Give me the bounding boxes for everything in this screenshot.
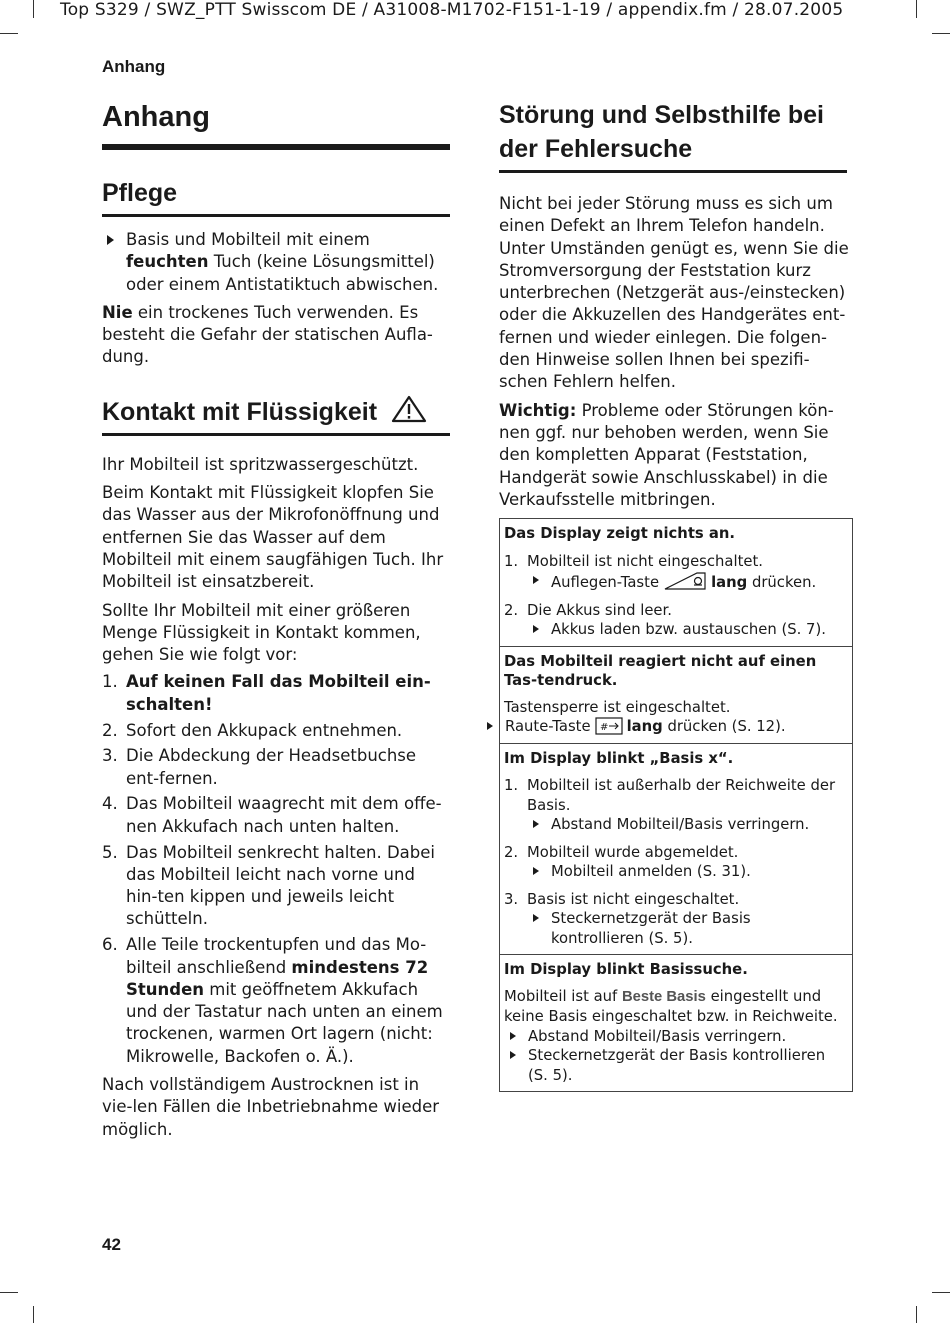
page-number: 42 bbox=[102, 1235, 121, 1254]
problem-title: Im Display blinkt Basissuche. bbox=[504, 961, 748, 979]
crop-mark bbox=[916, 0, 917, 18]
section-kontakt bbox=[102, 395, 450, 1141]
solution-item: Auflegen-Taste lang drücken. bbox=[527, 571, 848, 593]
page-title: Anhang bbox=[102, 98, 450, 150]
right-column bbox=[499, 98, 849, 1092]
cause-text: Mobilteil ist auf Beste Basis eingestellt und keine Basis eingeschaltet bzw. in Reichweite. bbox=[504, 987, 838, 1026]
display-text-beste-basis: Beste Basis bbox=[621, 988, 706, 1005]
heading-kontakt: Kontakt mit Flüssigkeit bbox=[102, 395, 450, 436]
solution-item: Steckernetzgerät der Basis kontrollieren (S. 5). bbox=[527, 909, 848, 948]
kontakt-steps bbox=[102, 671, 450, 1068]
cause-item: 2. Mobilteil wurde abgemeldet. Mobilteil anmelden (S. 31). bbox=[504, 843, 848, 882]
cause-item: 1. Mobilteil ist nicht eingeschaltet. Auflegen-Taste lang drücken. bbox=[504, 552, 848, 593]
problem-title: Das Mobilteil reagiert nicht auf einen Tas-tendruck. bbox=[504, 652, 817, 690]
table-row bbox=[500, 519, 853, 647]
pflege-bullet: Basis und Mobilteil mit einem feuchten Tuch (keine Lösungsmittel) oder einem Antistatiktuch abwischen. bbox=[102, 229, 450, 296]
list-item: 5. Das Mobilteil senkrecht halten. Dabei das Mobilteil leicht nach vorne und hin-ten kippen und jeweils leicht schütteln. bbox=[102, 842, 435, 929]
kontakt-p4: Nach vollständigem Austrocknen ist in vie-len Fällen die Inbetriebnahme wieder möglich. bbox=[102, 1075, 440, 1139]
kontakt-p3: Sollte Ihr Mobilteil mit einer größeren Menge Flüssigkeit in Kontakt kommen, gehen Sie wie folgt vor: bbox=[102, 600, 421, 665]
solution-item: Akkus laden bzw. austauschen (S. 7). bbox=[527, 620, 848, 640]
hash-key-icon bbox=[595, 717, 623, 735]
crop-mark bbox=[932, 1292, 950, 1293]
kontakt-p2: Beim Kontakt mit Flüssigkeit klopfen Sie das Wasser aus der Mikrofonöffnung und entfernen Sie das Wasser auf dem Mobilteil mit einem saugfähigen Tuch. Ihr Mobilteil ist einsatzbereit. bbox=[102, 483, 444, 592]
solution-item: Mobilteil anmelden (S. 31). bbox=[527, 862, 848, 882]
solution-item: Abstand Mobilteil/Basis verringern. bbox=[504, 1027, 848, 1047]
list-item: 4. Das Mobilteil waagrecht mit dem offe-nen Akkufach nach unten halten. bbox=[102, 794, 442, 836]
crop-mark bbox=[932, 33, 950, 34]
cause-text: Tastensperre ist eingeschaltet. bbox=[504, 698, 731, 716]
solution-item: Raute-Taste # lang drücken (S. 12). bbox=[481, 717, 848, 737]
heading-stoerung: Störung und Selbsthilfe bei der Fehlersuche bbox=[499, 98, 847, 173]
heading-pflege: Pflege bbox=[102, 176, 450, 217]
list-item: 3. Die Abdeckung der Headsetbuchse ent-fernen. bbox=[102, 746, 417, 788]
svg-text:#: # bbox=[599, 722, 608, 734]
solution-item: Abstand Mobilteil/Basis verringern. bbox=[527, 815, 848, 835]
kontakt-p1: Ihr Mobilteil ist spritzwassergeschützt. bbox=[102, 454, 419, 474]
stoerung-wichtig: Wichtig: Probleme oder Störungen kön-nen ggf. nur behoben werden, wenn Sie den kompletten Apparat (Feststation, Handgerät sowie Anschlusskabel) in die Verkaufsstelle mitbringen. bbox=[499, 400, 834, 509]
list-item: 1. Auf keinen Fall das Mobilteil ein-schalten! bbox=[102, 672, 431, 714]
section-pflege bbox=[102, 176, 450, 369]
crop-mark bbox=[33, 0, 34, 18]
table-row bbox=[500, 743, 853, 955]
pflege-note: Nie ein trockenes Tuch verwenden. Es besteht die Gefahr der statischen Aufla-dung. bbox=[102, 302, 433, 367]
table-row bbox=[500, 955, 853, 1092]
running-head: Anhang bbox=[102, 57, 166, 76]
troubleshooting-table bbox=[499, 518, 853, 1092]
cause-item: 1. Mobilteil ist außerhalb der Reichweite der Basis. Abstand Mobilteil/Basis verringern. bbox=[504, 776, 848, 835]
left-column bbox=[102, 98, 450, 1141]
list-item: 6. Alle Teile trockentupfen und das Mo-bilteil anschließend mindestens 72 Stunden mit geöffnetem Akkufach und der Tastatur nach unten an einem trockenen, warmen Ort lagern (nicht: Mikrowelle, Backofen o. Ä.). bbox=[102, 935, 443, 1066]
cause-item: 3. Basis ist nicht eingeschaltet. Steckernetzgerät der Basis kontrollieren (S. 5). bbox=[504, 890, 848, 949]
solution-item: Steckernetzgerät der Basis kontrollieren (S. 5). bbox=[504, 1046, 848, 1085]
end-call-key-icon bbox=[663, 571, 707, 591]
crop-mark bbox=[916, 1306, 917, 1323]
table-row bbox=[500, 646, 853, 743]
crop-mark bbox=[0, 33, 18, 34]
stoerung-intro: Nicht bei jeder Störung muss es sich um einen Defekt an Ihrem Telefon handeln. Unter Umständen genügt es, wenn Sie die Stromversorgung der Feststation kurz unterbrechen (Netzgerät aus-/einstecken) oder die Akkuzellen des Handgerätes ent-fernen und wieder einlegen. Die folgen-den Hinweise sollen Ihnen bei spezifi-schen Fehlern helfen. bbox=[499, 194, 849, 392]
cause-item: 2. Die Akkus sind leer. Akkus laden bzw. austauschen (S. 7). bbox=[504, 601, 848, 640]
problem-title: Das Display zeigt nichts an. bbox=[504, 525, 735, 543]
document-meta-line: Top S329 / SWZ_PTT Swisscom DE / A31008-M1702-F151-1-19 / appendix.fm / 28.07.2005 bbox=[60, 0, 844, 20]
crop-mark bbox=[33, 1306, 34, 1323]
list-item: 2. Sofort den Akkupack entnehmen. bbox=[102, 720, 403, 740]
crop-mark bbox=[0, 1292, 18, 1293]
problem-title: Im Display blinkt „Basis x“. bbox=[504, 749, 734, 767]
warning-icon bbox=[391, 395, 427, 423]
